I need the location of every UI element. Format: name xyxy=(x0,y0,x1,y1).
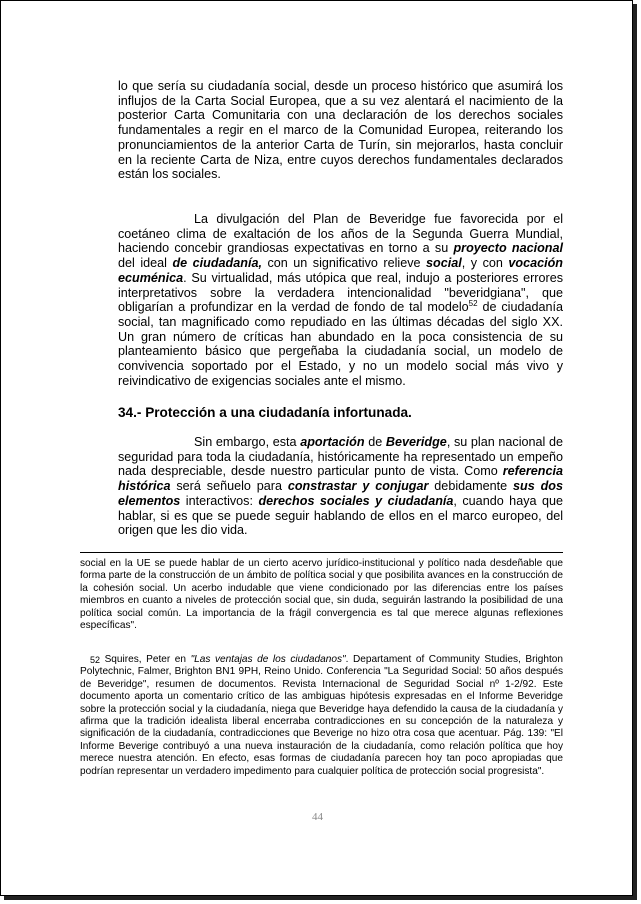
footnote-cited-title: "Las ventajas de los ciudadanos" xyxy=(190,654,346,665)
emphasis-constrastar-conjugar: constrastar y conjugar xyxy=(287,479,429,494)
footnote-separator xyxy=(80,552,563,553)
page-number: 44 xyxy=(312,811,323,823)
emphasis-proyecto-nacional: proyecto nacional xyxy=(453,241,564,256)
footnote-number: 52 xyxy=(90,655,101,665)
footnote-continuation: social en la UE se puede hablar de un cierto acervo jurídico-institucional y político nada desdeñable que forma parte de la construcción de un ámbito de política social y que posibilita avances en la construcción de la cohesión social. Un acerbo indudable que viene condicionado por las diferencias entre los países miembros en cuanto a niveles de protección social que, sin duda, seguirán lastrando la posibilidad de una política social común. La importancia de la frágil convergencia es tal que merece algunas reflexiones específicas". xyxy=(80,558,563,632)
paragraph-beveridge-plan: La divulgación del Plan de Beveridge fue favorecida por el coetáneo clima de exaltación de los años de la Segunda Guerra Mundial, haciendo concebir grandiosas expectativas en torno a su proyecto nacional del ideal de ciudadanía, con un significativo relieve social, y con vocación ecuménica. Su virtualidad, más utópica que real, indujo a posteriores errores interpretativos sobre la verdadera intencionalidad "beveridgiana", que obligarían a profundizar en la verdad de fondo de tal modelo$^{52}$ de ciudadanía social, tan magnificado como repudiado en las últimas décadas del siglo XX. Un gran número de críticas han abundado en la poca consistencia de su planteamiento básico que pergeñaba la ciudadanía social, un modelo de convivencia soportado por el Estado, y no un modelo social más vivo y reivindicativo de exigencias sociales ante el mismo. xyxy=(118,212,564,388)
emphasis-vocacion-ecumenica: vocación ecuménica xyxy=(118,256,563,285)
section-heading: 34.- Protección a una ciudadanía infortunada. xyxy=(118,405,412,420)
emphasis-beveridge: Beveridge xyxy=(385,435,447,449)
footnote-52: 52 Squires, Peter en "Las ventajas de los ciudadanos". Departament of Community Studies, Brighton Polytechnic, Falmer, Brighton BN1 9PH, Reino Unido. Conferencia "La Seguridad Social: 50 años después de Beveridge", resumen de documentos. Revista Internacional de Seguridad Social nº 1-2/92. Este documento aporta un comentario crítico de las ambiguas hipótesis expresadas en el Informe Beveridge sobre la protección social y la ciudadanía, niega que Beveridge haya defendido la causa de la ciudadanía y afirma que la tradición idealista liberal encerraba contradicciones en su concepción de la naturaleza y significación de la ciudadanía, contradicciones que Beverige no hizo otra cosa que acentuar. Pág. 139: "El Informe Beverige contribuyó a una nueva instauración de la ciudadanía, como relación política que hoy merece nuestra atención. En efecto, esas formas de ciudadanía parecen hoy tan poco apropiadas que podrían representar un verdadero impedimento para cualquier política de protección social progresista". xyxy=(80,654,564,777)
emphasis-derechos-ciudadania: derechos sociales y ciudadanía xyxy=(258,493,454,508)
emphasis-aportacion: aportación xyxy=(300,435,365,449)
paragraph-continuation: lo que sería su ciudadanía social, desde un proceso histórico que asumirá los influjos de la Carta Social Europea, que a su vez alentará el nacimiento de la posterior Carta Comunitaria con una declaración de los derechos sociales fundamentales a regir en el marco de la Comunidad Europea, reiterando los pronunciamientos de la anterior Carta de Turín, sin mejorarlos, hasta concluir en la reciente Carta de Niza, entre cuyos derechos fundamentales declarados están los sociales. xyxy=(118,79,563,182)
paragraph-proteccion: Sin embargo, esta aportación de Beveridge, su plan nacional de seguridad para toda la ciudadanía, históricamente ha representado un empeño nada despreciable, desde nuestro particular punto de vista. Como referencia histórica será señuelo para constrastar y conjugar debidamente sus dos elementos interactivos: derechos sociales y ciudadanía, cuando haya que hablar, si es que se puede seguir hablando de ellos en el marco europeo, del origen que les dio vida. xyxy=(118,435,563,538)
emphasis-de-ciudadania: de ciudadanía, xyxy=(172,256,262,271)
emphasis-referencia-historica: referencia histórica xyxy=(118,464,563,494)
footnote-reference-52[interactable]: 52 xyxy=(468,299,478,309)
emphasis-social: social xyxy=(426,256,462,271)
emphasis-sus-dos-elementos: sus dos elementos xyxy=(118,479,563,508)
